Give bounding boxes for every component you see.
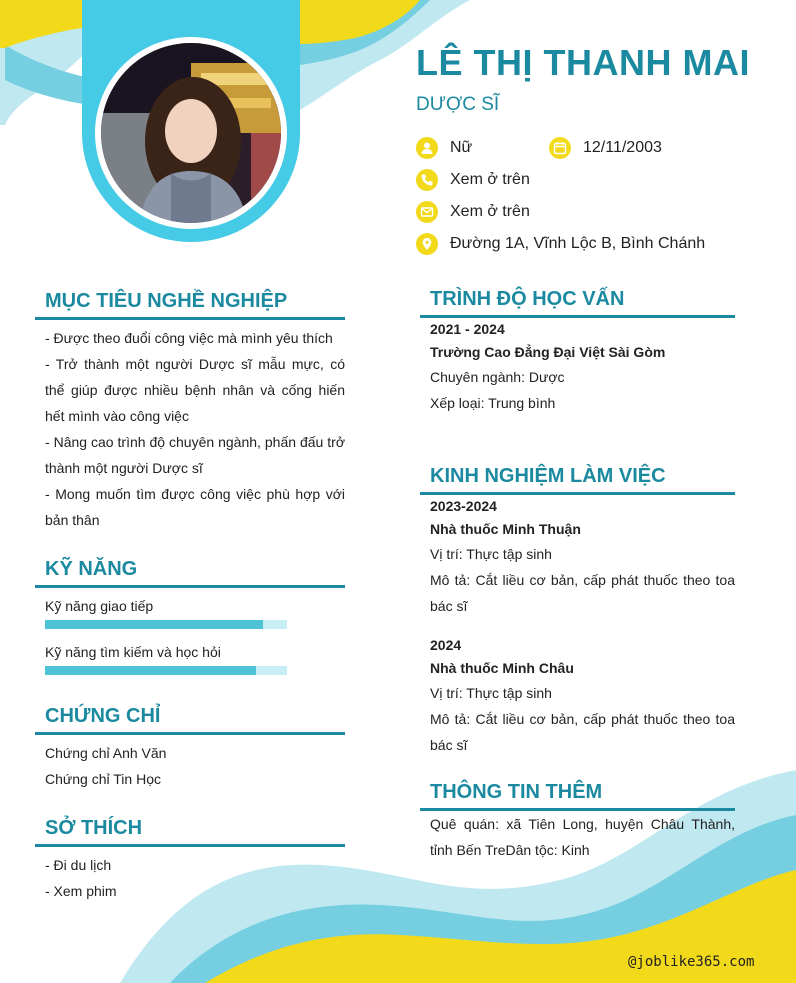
experience-position: Vị trí: Thực tập sinh bbox=[430, 685, 552, 701]
gender-row bbox=[416, 137, 472, 159]
phone-row bbox=[416, 169, 530, 191]
gender-value: Nữ bbox=[450, 139, 473, 156]
skill-bar-fill bbox=[45, 620, 263, 629]
career-goal-item: - Được theo đuổi công việc mà mình yêu thích bbox=[45, 330, 333, 346]
hobby-item: - Đi du lịch bbox=[45, 857, 112, 873]
experience-company: Nhà thuốc Minh Thuận bbox=[430, 521, 581, 537]
education-heading: TRÌNH ĐỘ HỌC VẤN bbox=[430, 288, 625, 310]
career-goal-item: - Nâng cao trình độ chuyên ngành, phấn đấu trở thành một người Dược sĩ bbox=[45, 434, 345, 476]
education-period: 2021 - 2024 bbox=[430, 321, 505, 337]
education-school: Trường Cao Đẳng Đại Việt Sài Gòm bbox=[430, 344, 666, 360]
skill-bar bbox=[45, 620, 287, 629]
birthdate-row bbox=[549, 137, 662, 159]
additional-info-text: Quê quán: xã Tiên Long, huyện Châu Thành, tỉnh Bến TreDân tộc: Kinh bbox=[430, 816, 735, 858]
candidate-name: LÊ THỊ THANH MAI bbox=[416, 42, 750, 83]
career-goal-divider bbox=[35, 317, 345, 320]
hobbies-heading: SỞ THÍCH bbox=[45, 817, 143, 839]
education-major: Chuyên ngành: Dược bbox=[430, 369, 565, 385]
additional-info-heading: THÔNG TIN THÊM bbox=[430, 781, 603, 803]
job-title: DƯỢC SĨ bbox=[416, 94, 500, 115]
mail-icon bbox=[416, 201, 438, 223]
skill-label: Kỹ năng tìm kiếm và học hỏi bbox=[45, 644, 221, 660]
skills-divider bbox=[35, 585, 345, 588]
experience-description: Mô tả: Cắt liều cơ bản, cấp phát thuốc theo toa bác sĩ bbox=[430, 711, 735, 753]
email-value: Xem ở trên bbox=[450, 203, 530, 220]
watermark: @joblike365.com bbox=[628, 954, 755, 970]
email-row bbox=[416, 201, 530, 223]
user-icon bbox=[416, 137, 438, 159]
hobbies-divider bbox=[35, 844, 345, 847]
career-goal-item: - Trở thành một người Dược sĩ mẫu mực, có thể giúp được nhiều bệnh nhân và cống hiến hết mình vào công việc bbox=[45, 356, 345, 424]
skill-bar bbox=[45, 666, 287, 675]
experience-heading: KINH NGHIỆM LÀM VIỆC bbox=[430, 465, 666, 487]
skill-bar-fill bbox=[45, 666, 256, 675]
career-goal-heading: MỤC TIÊU NGHỀ NGHIỆP bbox=[45, 290, 288, 312]
certificate-item: Chứng chỉ Tin Học bbox=[45, 771, 161, 787]
experience-period: 2023-2024 bbox=[430, 498, 497, 514]
career-goal-list bbox=[45, 325, 345, 533]
address-value: Đường 1A, Vĩnh Lộc B, Bình Chánh bbox=[450, 235, 706, 252]
avatar bbox=[101, 43, 281, 223]
address-row bbox=[416, 233, 705, 255]
hobby-item: - Xem phim bbox=[45, 883, 117, 899]
location-pin-icon bbox=[416, 233, 438, 255]
calendar-icon bbox=[549, 137, 571, 159]
experience-company: Nhà thuốc Minh Châu bbox=[430, 660, 574, 676]
certificate-item: Chứng chỉ Anh Văn bbox=[45, 745, 167, 761]
career-goal-item: - Mong muốn tìm được công việc phù hợp với bản thân bbox=[45, 486, 345, 528]
experience-position: Vị trí: Thực tập sinh bbox=[430, 546, 552, 562]
education-grade: Xếp loại: Trung bình bbox=[430, 395, 556, 411]
certificates-heading: CHỨNG CHỈ bbox=[45, 705, 161, 727]
phone-value: Xem ở trên bbox=[450, 171, 530, 188]
certificate-list bbox=[45, 740, 166, 792]
certificates-divider bbox=[35, 732, 345, 735]
skill-label: Kỹ năng giao tiếp bbox=[45, 598, 154, 614]
birthdate-value: 12/11/2003 bbox=[583, 139, 662, 156]
hobby-list bbox=[45, 852, 117, 904]
experience-description: Mô tả: Cắt liều cơ bản, cấp phát thuốc theo toa bác sĩ bbox=[430, 572, 735, 614]
phone-icon bbox=[416, 169, 438, 191]
skills-heading: KỸ NĂNG bbox=[45, 558, 138, 580]
experience-period: 2024 bbox=[430, 637, 462, 653]
